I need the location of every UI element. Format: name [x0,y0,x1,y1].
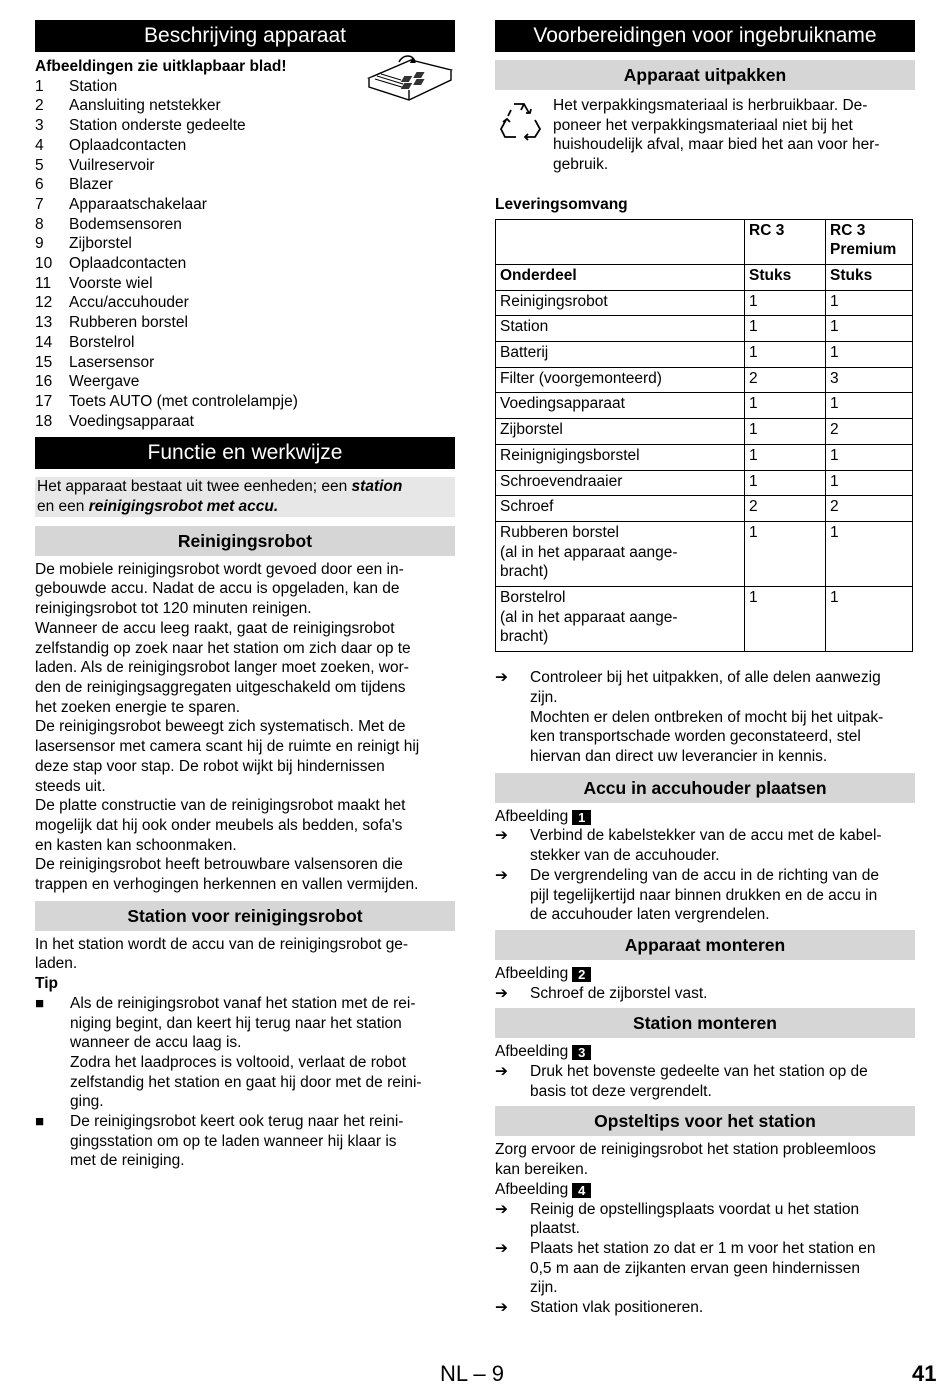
function-intro-text-1: Het apparaat bestaat uit twee eenheden; een [37,478,352,496]
part-item [35,234,455,254]
accu-step [495,826,915,865]
table-cell: 1 [745,419,826,445]
table-cell: 1 [745,393,826,419]
arrow-icon: ➔ [495,984,508,1002]
robot-text-line: lasersensor met camera scant hij de ruimte en reinigt hij [35,738,420,756]
part-item [35,353,455,373]
table-row [496,342,913,368]
table-cell: Rubberen borstel (al in het apparaat aange- bracht) [496,521,745,586]
robot-text-line: het zoeken energie te sparen. [35,698,241,716]
figure-reference [495,964,915,984]
function-intro-text-2: en een [37,498,89,516]
station-step-text [530,1062,868,1101]
check-line: zijn. [530,688,558,706]
robot-text-line: steeds uit. [35,777,106,795]
tip-line: wanneer de accu laag is. [70,1034,242,1052]
table-cell: Reinigingsrobot [496,290,745,316]
station-description [35,935,455,974]
tips-list [35,994,455,1171]
accu-step-line: De vergrendeling van de accu in de richting van de [530,866,879,884]
part-number: 12 [35,294,53,312]
robot-text-line: zelfstandig op zoek naar het station om zich daar op te [35,639,411,657]
tip-item [35,994,455,1112]
setup-step-line: plaatst. [530,1220,580,1238]
subsection-title-station-monteren: Station monteren [495,1008,915,1038]
accu-step [495,866,915,925]
station-text-line: laden. [35,955,78,973]
table-row [496,290,913,316]
robot-text-line: De reinigingsrobot beweegt zich systematisch. Met de [35,718,406,736]
part-item [35,254,455,274]
subsection-title-apparaat-monteren: Apparaat monteren [495,930,915,960]
robot-text-line: laden. Als de reinigingsrobot langer moet zoeken, wor- [35,659,409,677]
tip-line: Als de reinigingsrobot vanaf het station met de rei- [70,994,416,1012]
part-label: Zijborstel [69,235,132,253]
part-label: Bodemsensoren [69,215,182,233]
table-cell: 1 [745,521,826,586]
setup-step [495,1200,915,1239]
robot-text-line: reinigingsrobot tot 120 minuten reinigen. [35,600,312,618]
tip-line: Zodra het laadproces is voltooid, verlaat de robot [70,1053,407,1071]
recycle-block [495,96,915,175]
tip-line: zelfstandig het station en gaat hij door met de reini- [70,1073,422,1091]
robot-text-line: en kasten kan schoonmaken. [35,836,237,854]
square-bullet-icon: ■ [35,994,45,1012]
accu-step-text [530,866,879,925]
robot-text-line: mogelijk dat hij ook onder meubels als bedden, sofa's [35,816,403,834]
setup-intro-line: Zorg ervoor de reinigingsrobot het station probleemloos [495,1141,876,1159]
table-row [496,316,913,342]
tip-line: met de reiniging. [70,1152,185,1170]
table-cell: 3 [826,367,913,393]
table-cell: 1 [826,316,913,342]
part-number: 7 [35,195,44,213]
table-cell: 1 [745,342,826,368]
robot-description [35,560,455,895]
mount-step [495,984,915,1004]
table-cell: 1 [826,393,913,419]
setup-tips-block [495,1140,915,1317]
parts-list [35,77,455,432]
table-column-header-row [496,264,913,290]
table-row [496,367,913,393]
right-column [495,20,915,1318]
setup-step [495,1239,915,1298]
setup-intro-line: kan bereiken. [495,1161,589,1179]
figure-reference [495,1042,915,1062]
station-block [495,1042,915,1101]
table-cell: Zijborstel [496,419,745,445]
part-item [35,372,455,392]
tip-text [70,1112,403,1171]
part-label: Voedingsapparaat [69,412,194,430]
footer-section: NL – 9 [440,1361,505,1386]
part-label: Borstelrol [69,333,135,351]
function-intro-robot: reinigingsrobot met accu. [88,498,279,516]
accu-step-line: pijl tegelijkertijd naar binnen drukken en de accu in [530,886,878,904]
arrow-icon: ➔ [495,669,508,687]
table-cell: 2 [745,367,826,393]
arrow-icon: ➔ [495,866,508,884]
subsection-title-reinigingsrobot: Reinigingsrobot [35,526,455,556]
figure-reference [495,807,915,827]
table-column-header: Onderdeel [496,264,745,290]
robot-text-line: De platte constructie van de reinigingsrobot maakt het [35,797,406,815]
robot-text-line: deze stap voor stap. De robot wijkt bij hindernissen [35,757,385,775]
part-label: Aansluiting netstekker [69,97,221,115]
section-title-functie: Functie en werkwijze [35,437,455,469]
robot-text-line: De mobiele reinigingsrobot wordt gevoed door een in- [35,560,404,578]
table-cell: Reinignigingsborstel [496,444,745,470]
table-row [496,521,913,586]
table-column-header: Stuks [826,264,913,290]
table-cell: 1 [826,444,913,470]
table-cell: Station [496,316,745,342]
subsection-title-station: Station voor reinigingsrobot [35,901,455,931]
function-intro-station: station [351,478,403,496]
recycle-text [553,96,880,175]
figure-word: Afbeelding [495,807,569,825]
section-title-voorbereidingen: Voorbereidingen voor ingebruikname [495,20,915,52]
part-item [35,412,455,432]
station-text-line: In het station wordt de accu van de reinigingsrobot ge- [35,935,409,953]
parts-block [35,52,455,431]
tip-line: De reinigingsrobot keert ook terug naar het reini- [70,1113,404,1131]
tip-label: Tip [35,975,58,993]
recycle-text-line: gebruik. [553,156,609,174]
table-cell: 2 [745,496,826,522]
part-number: 4 [35,136,44,154]
figure-note: Afbeeldingen zie uitklapbaar blad! [35,58,287,75]
setup-step [495,1298,915,1318]
setup-step-text [530,1298,703,1318]
tip-line: gingsstation om op te laden wanneer hij klaar is [70,1132,397,1150]
delivery-scope-label: Leveringsomvang [495,195,628,213]
subsection-title-opsteltips: Opsteltips voor het station [495,1106,915,1136]
part-label: Blazer [69,176,113,194]
table-cell: Schroef [496,496,745,522]
table-cell: Filter (voorgemonteerd) [496,367,745,393]
figure-reference [495,1180,915,1200]
subsection-title-accu: Accu in accuhouder plaatsen [495,773,915,803]
part-item [35,392,455,412]
figure-word: Afbeelding [495,964,569,982]
table-cell: 2 [826,496,913,522]
tip-line: niging begint, dan keert hij terug naar het station [70,1014,402,1032]
part-number: 18 [35,412,53,430]
arrow-icon: ➔ [495,1299,508,1317]
mount-block [495,964,915,1003]
setup-step-line: Station vlak positioneren. [530,1299,704,1317]
setup-step-line: Reinig de opstellingsplaats voordat u het station [530,1200,860,1218]
part-number: 17 [35,392,53,410]
accu-block [495,807,915,925]
part-number: 8 [35,215,44,233]
robot-text-line: Wanneer de accu leeg raakt, gaat de reinigingsrobot [35,619,395,637]
station-step [495,1062,915,1101]
part-label: Voorste wiel [69,274,153,292]
accu-step-line: stekker van de accuhouder. [530,847,720,865]
part-item [35,116,455,136]
table-row [496,444,913,470]
setup-step-line: 0,5 m aan de zijkanten ervan geen hindernissen [530,1259,861,1277]
setup-step-text [530,1239,876,1298]
function-intro [35,477,455,516]
table-model-header: RC 3 [745,219,826,264]
part-number: 10 [35,255,53,273]
part-item [35,274,455,294]
table-header-empty-cell [496,219,745,264]
accu-step-text [530,826,882,865]
delivery-table [495,219,913,653]
part-item [35,215,455,235]
part-label: Apparaatschakelaar [69,195,207,213]
figure-number-badge: 2 [572,967,591,982]
part-number: 15 [35,353,53,371]
table-cell: 1 [745,444,826,470]
part-label: Oplaadcontacten [69,136,187,154]
table-cell: 1 [745,587,826,652]
table-cell: 1 [745,290,826,316]
table-model-header: RC 3 Premium [826,219,913,264]
footer-page-number: 41 [912,1361,937,1386]
station-step-line: Druk het bovenste gedeelte van het station op de [530,1063,868,1081]
mount-step-text [530,984,707,1004]
setup-step-line: zijn. [530,1279,558,1297]
table-row [496,393,913,419]
table-cell: 1 [745,316,826,342]
accu-step-line: de accuhouder laten vergrendelen. [530,906,770,924]
table-row [496,587,913,652]
check-line: Controleer bij het uitpakken, of alle delen aanwezig [530,669,881,687]
figure-number-badge: 4 [572,1183,591,1198]
part-label: Station [69,77,118,95]
recycle-text-line: poneer het verpakkingsmateriaal niet bij het [553,116,853,134]
tip-item [35,1112,455,1171]
square-bullet-icon: ■ [35,1113,45,1131]
check-instruction [495,668,915,767]
part-item [35,313,455,333]
tip-line: ging. [70,1093,104,1111]
part-label: Rubberen borstel [69,314,188,332]
subsection-title-uitpakken: Apparaat uitpakken [495,60,915,90]
table-header-models-row [496,219,913,264]
part-number: 3 [35,117,44,135]
robot-text-line: trappen en verhogingen herkennen en vallen vermijden. [35,876,419,894]
recycle-text-line: huishoudelijk afval, maar bied het aan voor her- [553,136,880,154]
part-item [35,195,455,215]
recycle-text-line: Het verpakkingsmateriaal is herbruikbaar. De- [553,97,868,114]
mount-step-line: Schroef de zijborstel vast. [530,984,708,1002]
part-number: 14 [35,333,53,351]
part-number: 1 [35,77,44,95]
table-cell: Voedingsapparaat [496,393,745,419]
arrow-icon: ➔ [495,827,508,845]
check-line: hiervan dan direct uw leverancier in kennis. [530,747,828,765]
table-cell: 1 [826,521,913,586]
figure-number-badge: 3 [572,1045,591,1060]
part-number: 11 [35,274,52,292]
part-label: Oplaadcontacten [69,255,187,273]
table-cell: 1 [826,587,913,652]
table-row [496,470,913,496]
arrow-icon: ➔ [495,1200,508,1218]
tip-text [70,994,422,1112]
robot-text-line: gebouwde accu. Nadat de accu is opgeladen, kan de [35,580,400,598]
part-item [35,136,455,156]
setup-step-line: Plaats het station zo dat er 1 m voor het station en [530,1239,876,1257]
arrow-icon: ➔ [495,1239,508,1257]
table-cell: Batterij [496,342,745,368]
table-row [496,496,913,522]
table-cell: 1 [826,470,913,496]
part-label: Toets AUTO (met controlelampje) [69,392,298,410]
part-item [35,156,455,176]
part-number: 2 [35,97,44,115]
robot-text-line: De reinigingsrobot heeft betrouwbare valsensoren die [35,856,403,874]
figure-word: Afbeelding [495,1043,569,1061]
accu-step-line: Verbind de kabelstekker van de accu met de kabel- [530,827,882,845]
figure-word: Afbeelding [495,1180,569,1198]
part-item [35,333,455,353]
part-label: Station onderste gedeelte [69,117,246,135]
station-step-line: basis tot deze vergrendelt. [530,1082,712,1100]
check-line: ken transportschade worden geconstateerd, stel [530,728,861,746]
table-row [496,419,913,445]
part-item [35,175,455,195]
robot-text-line: den de reinigingsaggregaten uitgeschakeld om tijdens [35,678,406,696]
part-label: Lasersensor [69,353,155,371]
table-cell: 2 [826,419,913,445]
setup-step-text [530,1200,859,1239]
part-item [35,293,455,313]
part-label: Weergave [69,373,140,391]
manual-book-icon [365,54,455,112]
section-title-beschrijving: Beschrijving apparaat [35,20,455,52]
table-cell: 1 [826,342,913,368]
table-column-header: Stuks [745,264,826,290]
table-cell: 1 [745,470,826,496]
recycle-icon [497,98,545,146]
left-column [35,20,455,1171]
table-cell: Schroevendraaier [496,470,745,496]
part-label: Vuilreservoir [69,156,155,174]
part-number: 6 [35,176,44,194]
part-label: Accu/accuhouder [69,294,189,312]
part-number: 13 [35,314,53,332]
check-line: Mochten er delen ontbreken of mocht bij het uitpak- [530,708,884,726]
check-item [495,668,915,767]
figure-number-badge: 1 [572,810,591,825]
part-number: 16 [35,373,53,391]
table-cell: Borstelrol (al in het apparaat aange- bracht) [496,587,745,652]
check-text [530,668,883,767]
part-number: 9 [35,235,44,253]
part-number: 5 [35,156,44,174]
arrow-icon: ➔ [495,1063,508,1081]
table-cell: 1 [826,290,913,316]
